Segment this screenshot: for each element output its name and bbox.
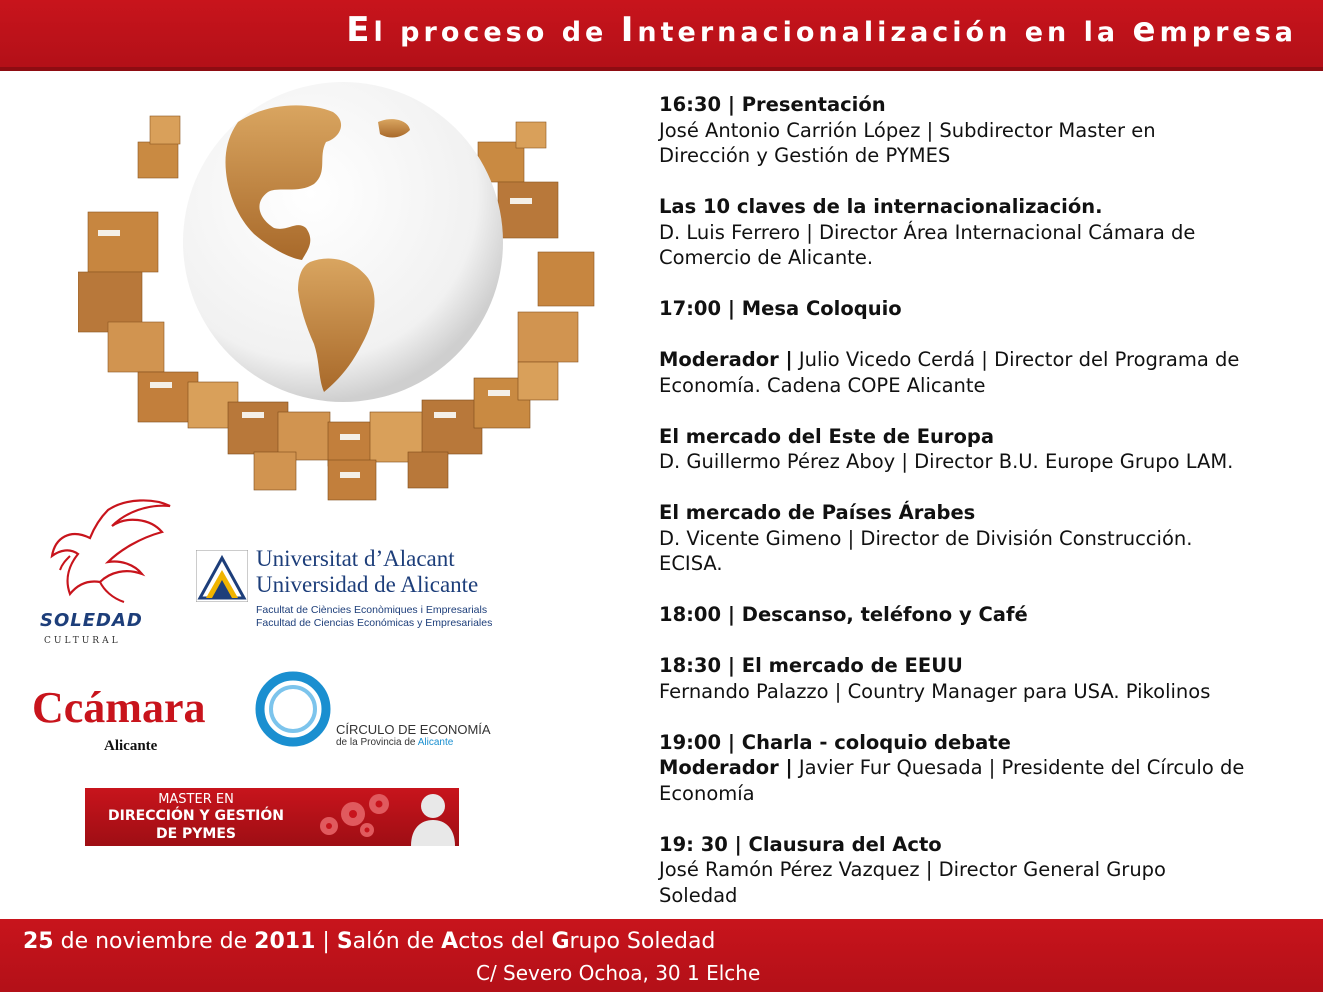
ua-emblem-icon	[196, 550, 248, 602]
circulo-economia-logo: CÍRCULO DE ECONOMÍA de la Provincia de Alicante	[254, 670, 494, 750]
page-title: El proceso de Internacionalización en la empresa	[346, 10, 1297, 50]
camara-c-mark-icon: C	[32, 683, 64, 732]
gears-person-icon	[309, 788, 459, 846]
globe-with-boxes-illustration	[78, 82, 598, 502]
program-item: Moderador | Julio Vicedo Cerdá | Director del Programa de Economía. Cadena COPE Alicante	[659, 348, 1240, 397]
soledad-cultural-logo: SOLEDAD CULTURAL	[30, 498, 180, 650]
event-program	[659, 92, 1314, 934]
footer-bar	[0, 919, 1323, 992]
circle-ring-icon	[254, 670, 332, 748]
master-pymes-logo: MASTER EN DIRECCIÓN Y GESTIÓN DE PYMES	[85, 788, 459, 846]
event-date-venue: 25 de noviembre de 2011 | Salón de Actos del Grupo Soledad	[23, 929, 716, 954]
program-item: El mercado de Países Árabes D. Vicente Gimeno | Director de División Construcción. ECISA.	[659, 501, 1193, 575]
universidad-alicante-logo: Universitat d’Alacant Universidad de Alicante Facultat de Ciències Econòmiques i Empresarials Facultad de Ciencias Económicas y Empresariales	[196, 546, 516, 636]
program-item: 16:30 | Presentación José Antonio Carrión López | Subdirector Master en Dirección y Gestión de PYMES	[659, 93, 1156, 167]
event-address: C/ Severo Ochoa, 30 1 Elche	[476, 961, 761, 985]
program-item: 17:00 | Mesa Coloquio	[659, 297, 902, 320]
header-bar	[0, 0, 1323, 71]
program-item: El mercado del Este de Europa D. Guillermo Pérez Aboy | Director B.U. Europe Grupo LAM.	[659, 424, 1234, 473]
program-item: 18:00 | Descanso, teléfono y Café	[659, 603, 1028, 626]
eagle-icon	[30, 498, 180, 608]
program-item: 19: 30 | Clausura del Acto José Ramón Pérez Vazquez | Director General Grupo Soledad	[659, 832, 1166, 907]
program-item: 19:00 | Charla - coloquio debate Moderador | Javier Fur Quesada | Presidente del Círculo de Economía	[659, 730, 1245, 805]
program-item: 18:30 | El mercado de EEUU Fernando Palazzo | Country Manager para USA. Pikolinos	[659, 654, 1211, 703]
program-item: Las 10 claves de la internacionalización. D. Luis Ferrero | Director Área Internacional Cámara de Comercio de Alicante.	[659, 195, 1196, 269]
camara-alicante-logo: Ccámara Alicante	[32, 683, 206, 754]
